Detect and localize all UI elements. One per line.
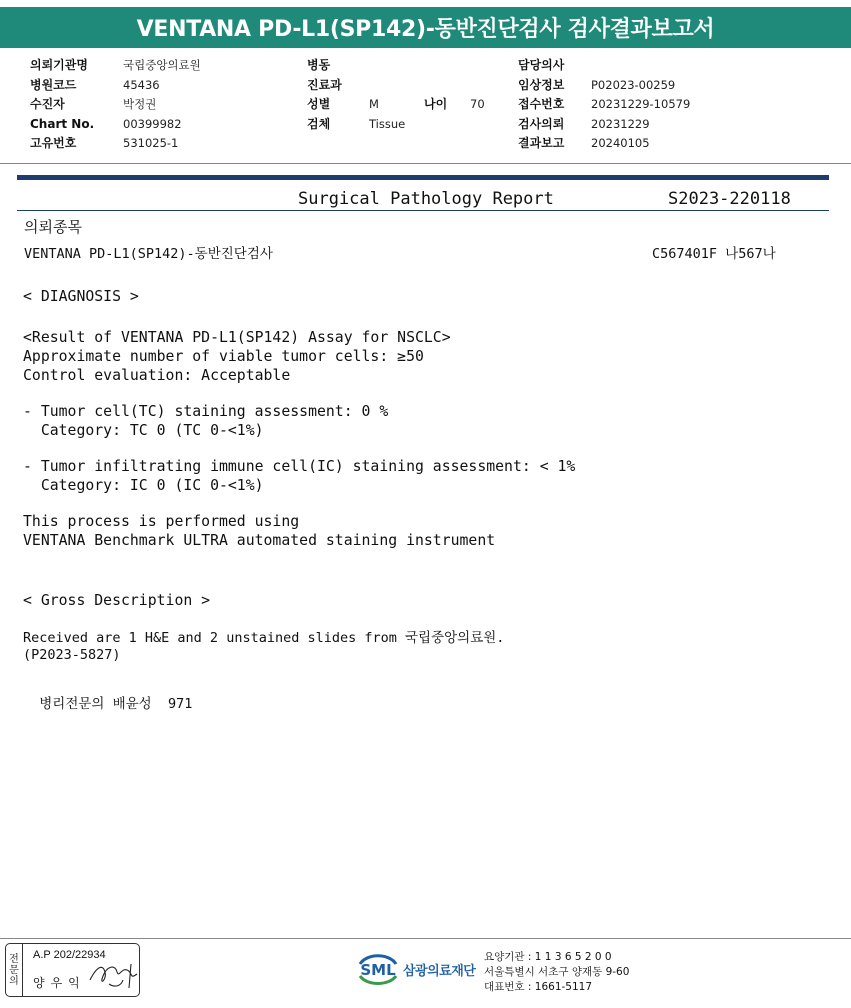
process-line-2: VENTANA Benchmark ULTRA automated staining instrument bbox=[23, 532, 496, 549]
sml-logo-icon bbox=[357, 950, 399, 988]
result-title: <Result of VENTANA PD-L1(SP142) Assay for NSCLC> bbox=[23, 329, 451, 346]
info-row bbox=[518, 95, 690, 115]
stamp-side-char: 전 bbox=[9, 953, 19, 965]
org-phone: 대표번호 : 1661-5117 bbox=[484, 981, 593, 993]
info-row bbox=[307, 115, 485, 135]
tc-category-line: Category: TC 0 (TC 0-<1%) bbox=[23, 422, 264, 439]
patient-info-column-2 bbox=[307, 56, 485, 134]
info-value: 20231229 bbox=[591, 116, 650, 131]
header-divider bbox=[0, 163, 851, 164]
info-label: 결과보고 bbox=[518, 136, 565, 151]
info-label: 수진자 bbox=[30, 97, 65, 112]
stamp-side-char: 의 bbox=[9, 975, 19, 987]
sml-logo bbox=[357, 950, 475, 988]
info-value: 531025-1 bbox=[123, 136, 179, 151]
org-name: 삼광의료재단 bbox=[403, 963, 476, 979]
specimen-value: Tissue bbox=[369, 116, 406, 131]
info-value: P02023-00259 bbox=[591, 77, 676, 92]
footer-divider bbox=[0, 938, 851, 939]
ic-assessment-line: - Tumor infiltrating immune cell(IC) staining assessment: < 1% bbox=[23, 458, 576, 475]
info-row bbox=[30, 56, 201, 76]
report-top-rule bbox=[17, 175, 829, 180]
gross-header: < Gross Description > bbox=[23, 592, 211, 609]
info-row bbox=[518, 56, 690, 76]
viable-cells-line: Approximate number of viable tumor cells: ≥50 bbox=[23, 348, 424, 365]
stamp-main bbox=[23, 944, 139, 996]
info-label: 임상정보 bbox=[518, 77, 565, 92]
age-label: 나이 bbox=[424, 97, 448, 112]
info-label: 접수번호 bbox=[518, 97, 565, 112]
info-value: 45436 bbox=[123, 77, 160, 92]
order-name: VENTANA PD-L1(SP142)-동반진단검사 bbox=[24, 246, 273, 262]
info-row bbox=[307, 76, 485, 96]
info-row bbox=[30, 76, 201, 96]
stamp-side-char: 문 bbox=[9, 964, 19, 976]
info-row bbox=[30, 134, 201, 154]
report-title-rule bbox=[17, 210, 829, 211]
info-value: 00399982 bbox=[123, 116, 182, 131]
order-code: C567401F 나567나 bbox=[652, 246, 776, 262]
process-line-1: This process is performed using bbox=[23, 513, 300, 530]
info-value: 박정권 bbox=[123, 97, 157, 112]
gross-line-2: (P2023-5827) bbox=[23, 647, 121, 663]
report-main-title: VENTANA PD-L1(SP142)-동반진단검사 검사결과보고서 bbox=[136, 17, 715, 42]
org-address: 서울특별시 서초구 양재동 9-60 bbox=[484, 966, 630, 978]
signature-icon bbox=[85, 958, 145, 992]
info-row bbox=[307, 56, 485, 76]
info-label: 병원코드 bbox=[30, 77, 77, 92]
stamp-license: A.P 202/22934 bbox=[33, 949, 106, 961]
info-label: 검사의뢰 bbox=[518, 116, 565, 131]
control-line: Control evaluation: Acceptable bbox=[23, 367, 291, 384]
info-label: Chart No. bbox=[30, 116, 95, 131]
stamp-side-label bbox=[6, 944, 23, 996]
ic-category-line: Category: IC 0 (IC 0-<1%) bbox=[23, 477, 264, 494]
info-row bbox=[307, 95, 485, 115]
info-label: 고유번호 bbox=[30, 136, 77, 151]
dept-label: 진료과 bbox=[307, 77, 342, 92]
org-code: 요양기관 : 1 1 3 6 5 2 0 0 bbox=[484, 951, 612, 963]
patient-info-column-1 bbox=[30, 56, 201, 154]
tc-assessment-line: - Tumor cell(TC) staining assessment: 0 % bbox=[23, 403, 389, 420]
patient-info-column-3 bbox=[518, 56, 690, 154]
diagnosis-header: < DIAGNOSIS > bbox=[23, 288, 139, 305]
report-number: S2023-220118 bbox=[668, 189, 791, 209]
info-value: 국립중앙의료원 bbox=[123, 58, 201, 72]
info-row bbox=[30, 115, 201, 135]
age-value: 70 bbox=[470, 97, 485, 112]
order-label: 의뢰종목 bbox=[24, 218, 82, 236]
info-label: 담당의사 bbox=[518, 58, 565, 72]
logo-text: SML bbox=[360, 961, 396, 979]
ward-label: 병동 bbox=[307, 58, 331, 72]
info-row bbox=[518, 115, 690, 135]
info-row bbox=[518, 76, 690, 96]
info-value: 20240105 bbox=[591, 136, 650, 151]
specimen-label: 검체 bbox=[307, 116, 331, 131]
info-value: 20231229-10579 bbox=[591, 97, 691, 112]
org-info bbox=[484, 950, 629, 995]
report-title-bar bbox=[0, 7, 851, 48]
report-type-title: Surgical Pathology Report bbox=[298, 189, 554, 209]
pathologist-line: 병리전문의 배윤성 971 bbox=[23, 696, 193, 712]
gross-line-1: Received are 1 H&E and 2 unstained slides from 국립중앙의료원. bbox=[23, 630, 505, 646]
pathologist-stamp bbox=[5, 943, 140, 997]
sex-value: M bbox=[369, 97, 379, 112]
stamp-name: 양우익 bbox=[33, 976, 86, 990]
info-label: 의뢰기관명 bbox=[30, 58, 88, 72]
info-row bbox=[518, 134, 690, 154]
info-row bbox=[30, 95, 201, 115]
sex-label: 성별 bbox=[307, 97, 331, 112]
